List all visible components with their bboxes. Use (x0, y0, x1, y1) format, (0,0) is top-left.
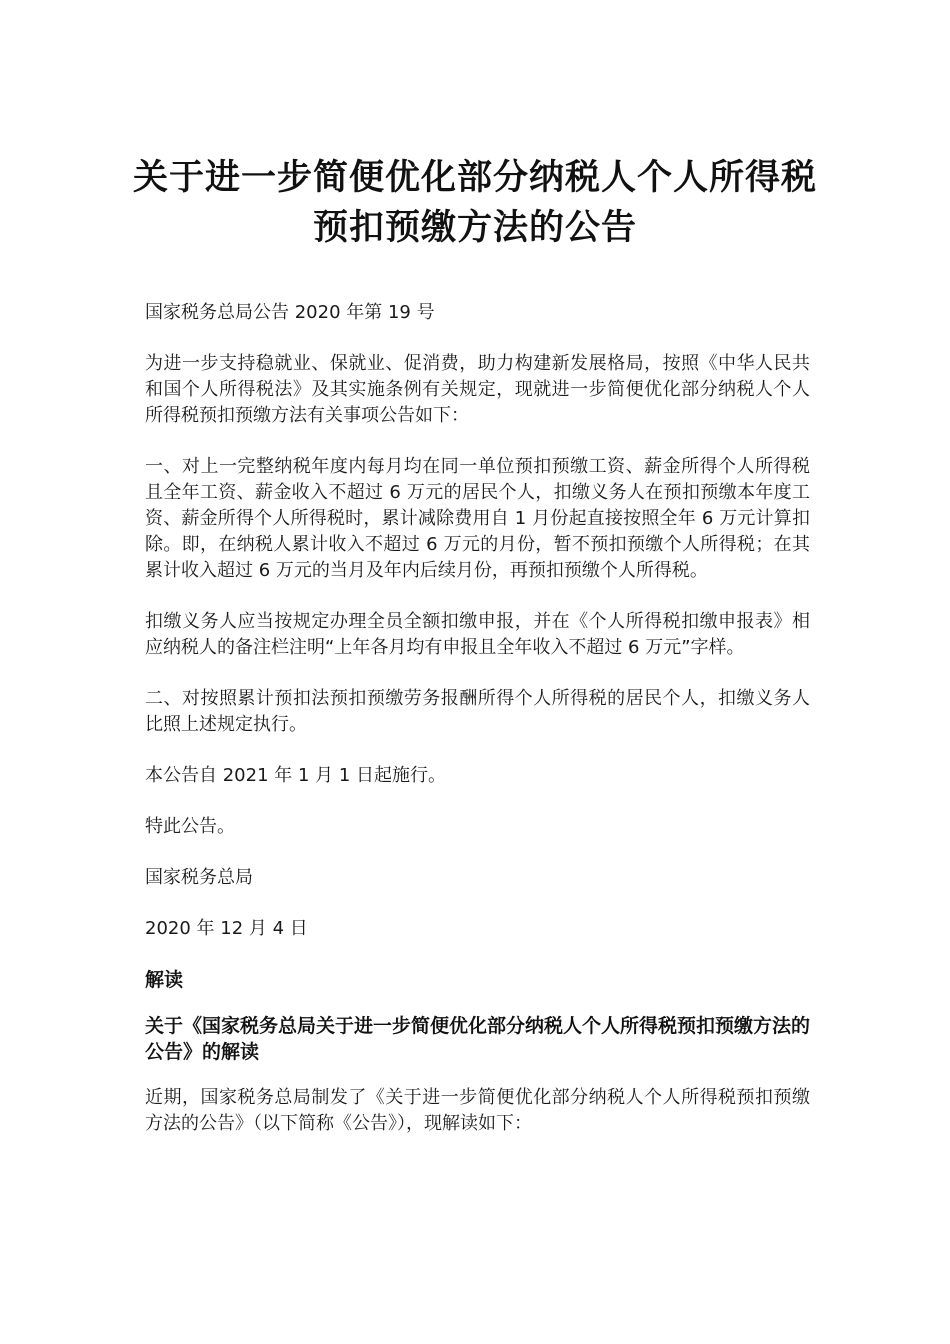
interpretation-heading: 解读 (145, 969, 184, 991)
issue-date-paragraph: 2020 年 12 月 4 日 (145, 918, 308, 939)
interpretation-subheading: 关于《国家税务总局关于进一步简便优化部分纳税人个人所得税预扣预缴方法的公告》的解读 (145, 1015, 811, 1063)
document-body (145, 300, 810, 1162)
item-1-note-paragraph: 扣缴义务人应当按规定办理全员全额扣缴申报，并在《个人所得税扣缴申报表》相应纳税人的备注栏注明“上年各月均有申报且全年收入不超过 6 万元”字样。 (145, 611, 810, 658)
issuer-paragraph: 国家税务总局 (145, 867, 253, 888)
closing-paragraph: 特此公告。 (145, 816, 235, 837)
document-title: 关于进一步简便优化部分纳税人个人所得税预扣预缴方法的公告 (132, 158, 817, 248)
effective-date-paragraph: 本公告自 2021 年 1 月 1 日起施行。 (145, 765, 447, 786)
item-2-paragraph: 二、对按照累计预扣法预扣预缴劳务报酬所得个人所得税的居民个人，扣缴义务人比照上述规定执行。 (145, 688, 810, 735)
item-1-paragraph: 一、对上一完整纳税年度内每月均在同一单位预扣预缴工资、薪金所得个人所得税且全年工资、薪金收入不超过 6 万元的居民个人，扣缴义务人在预扣预缴本年度工资、薪金所得个人所得税时，累计减除费用自 1 月份起直接按照全年 6 万元计算扣除。即，在纳税人累计收入不超过 6 万元的月份，暂不预扣预缴个人所得税；在其累计收入超过 6 万元的当月及年内后续月份，再预扣预缴个人所得税。 (145, 456, 810, 581)
intro-paragraph: 为进一步支持稳就业、保就业、促消费，助力构建新发展格局，按照《中华人民共和国个人所得税法》及其实施条例有关规定，现就进一步简便优化部分纳税人个人所得税预扣预缴方法有关事项公告如下： (145, 353, 810, 426)
document-number: 国家税务总局公告 2020 年第 19 号 (145, 302, 435, 323)
interpretation-paragraph-1: 近期，国家税务总局制发了《关于进一步简便优化部分纳税人个人所得税预扣预缴方法的公告》（以下简称《公告》），现解读如下： (145, 1087, 810, 1134)
